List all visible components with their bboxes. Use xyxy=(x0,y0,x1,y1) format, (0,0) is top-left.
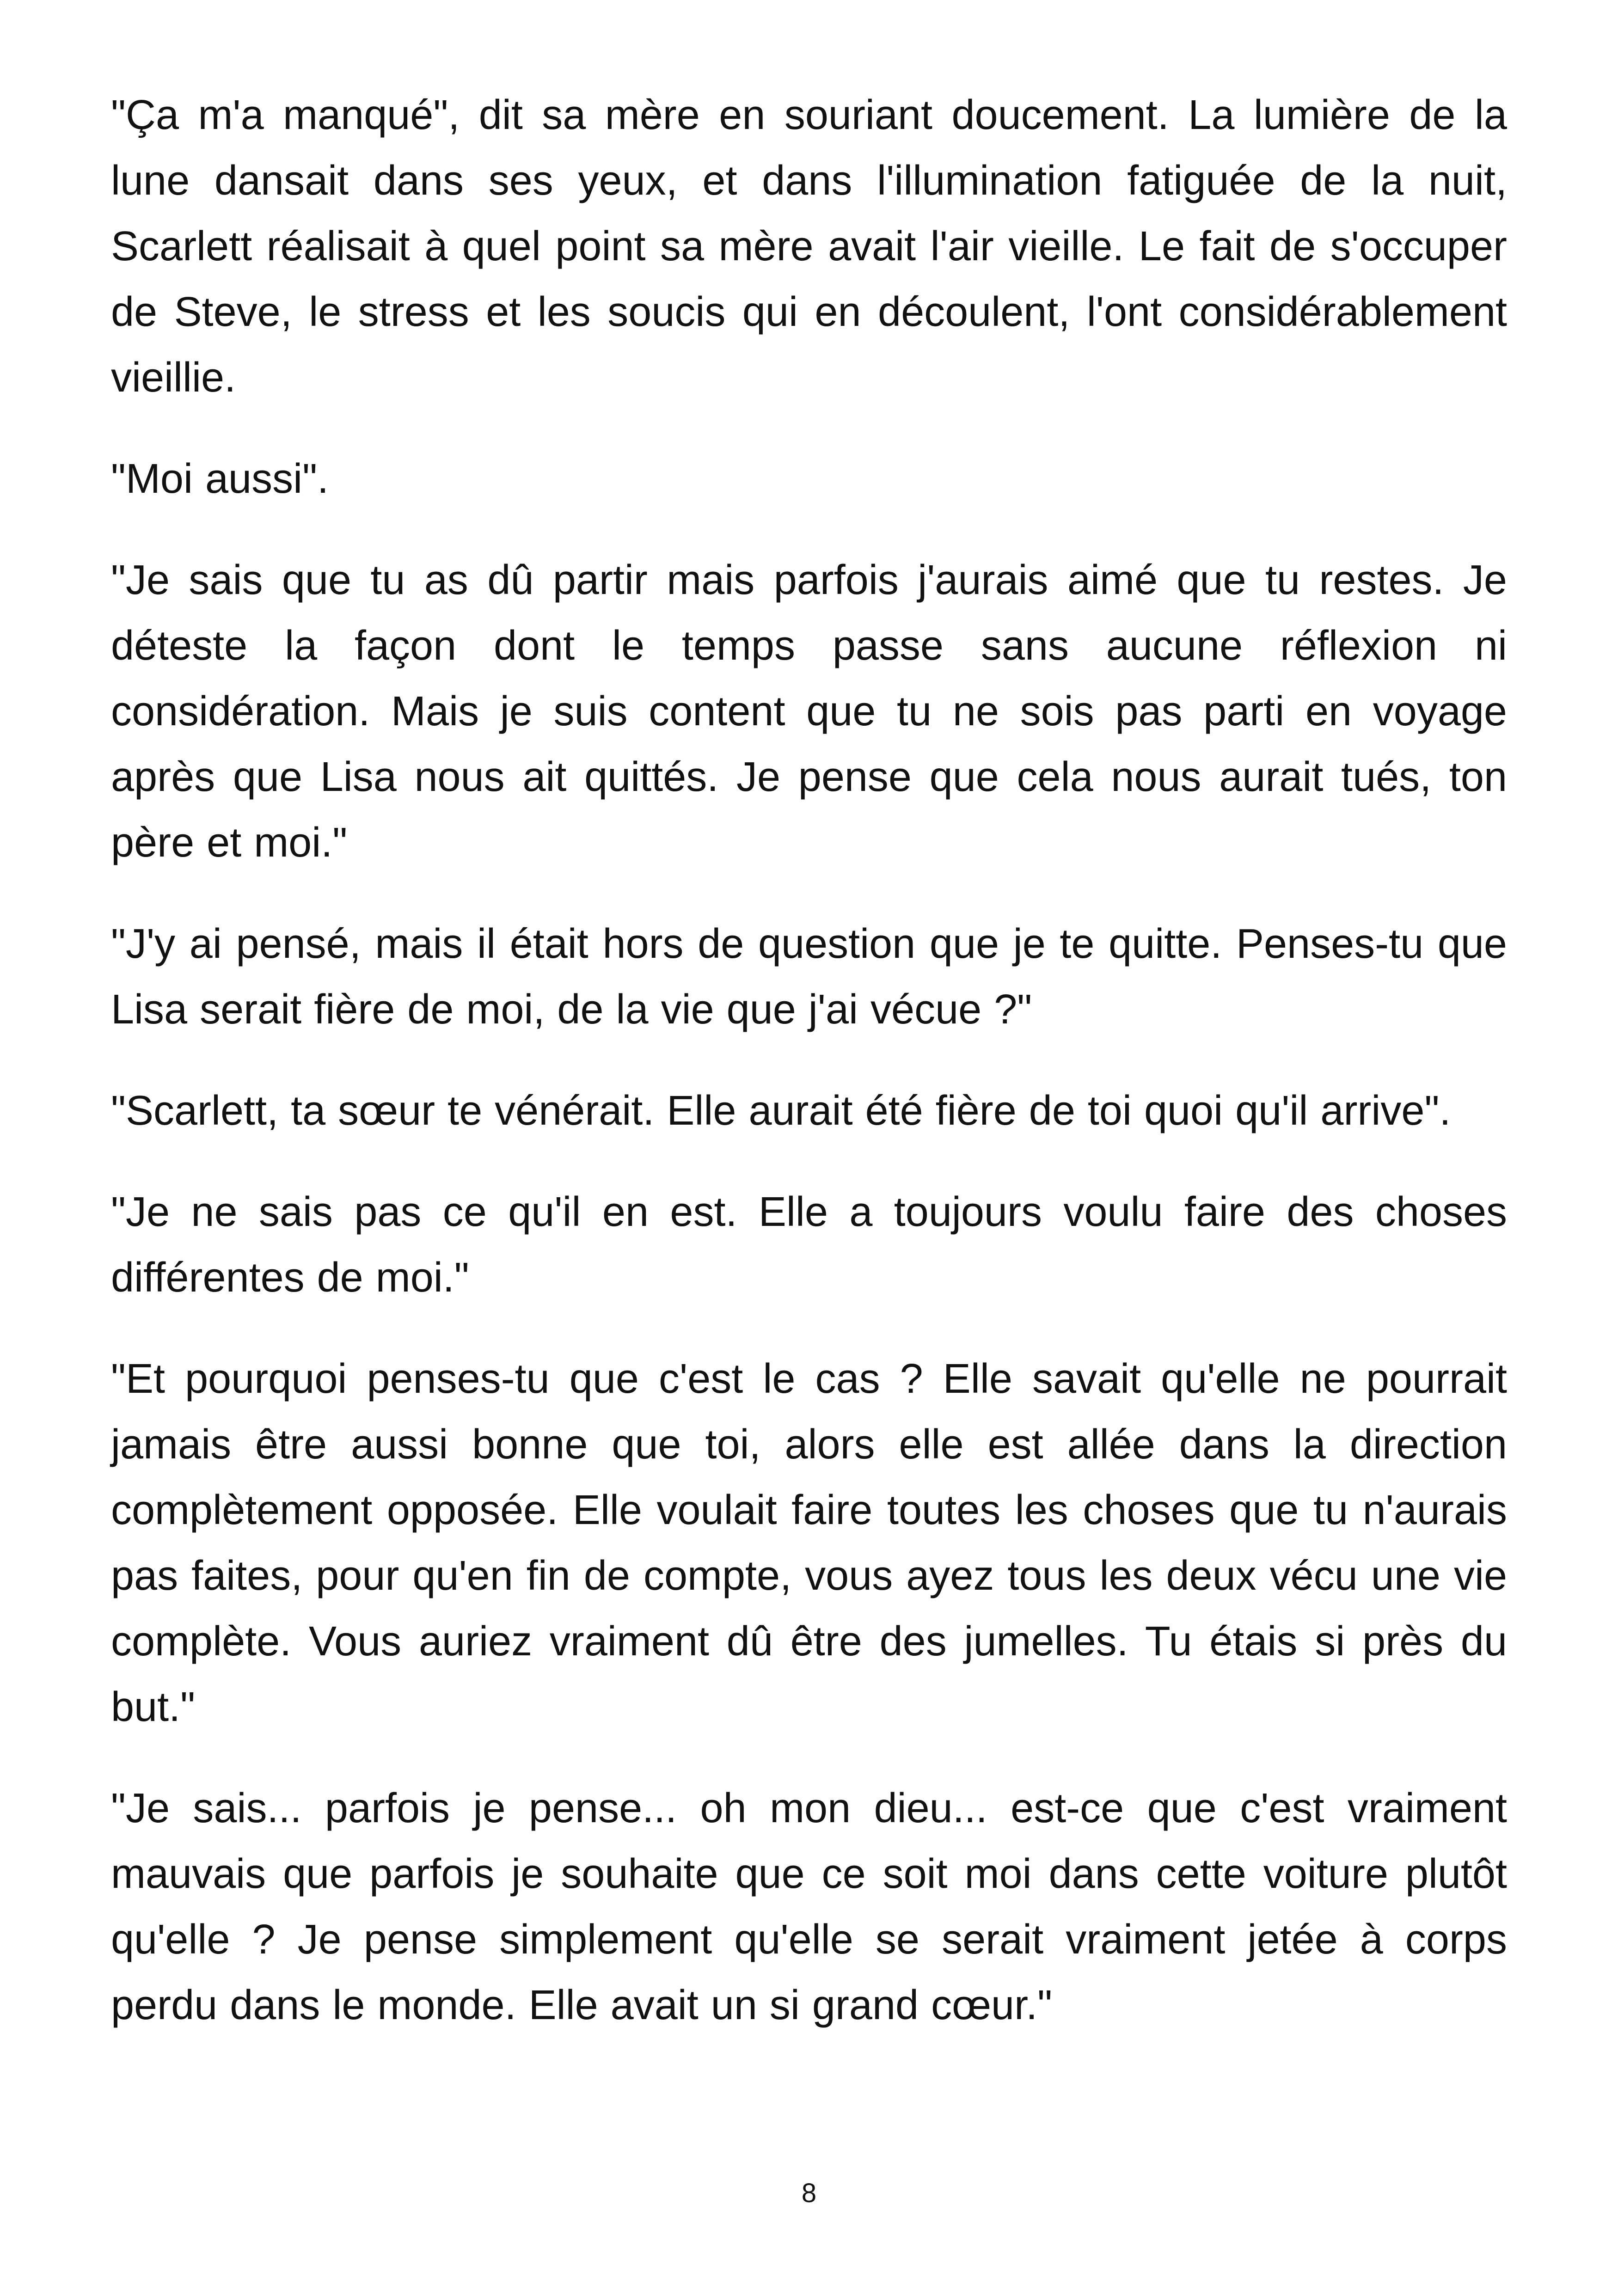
paragraph-4: "J'y ai pensé, mais il était hors de question que je te quitte. Penses-tu que Lisa serait fière de moi, de la vie que j'ai vécue ?" xyxy=(111,921,1507,1033)
paragraph-1: "Ça m'a manqué", dit sa mère en souriant doucement. La lumière de la lune dansait dans ses yeux, et dans l'illumination fatiguée de la nuit, Scarlett réalisait à quel point sa mère avait l'air vieille. Le fait de s'occuper de Steve, le stress et les soucis qui en découlent, l'ont considérablement vieillie. xyxy=(111,92,1507,401)
paragraph-2: "Moi aussi". xyxy=(111,456,329,502)
paragraph-6: "Je ne sais pas ce qu'il en est. Elle a toujours voulu faire des choses différentes de moi." xyxy=(111,1189,1507,1301)
paragraph-8: "Je sais... parfois je pense... oh mon dieu... est-ce que c'est vraiment mauvais que parfois je souhaite que ce soit moi dans cette voiture plutôt qu'elle ? Je pense simplement qu'elle se serait vraiment jetée à corps perdu dans le monde. Elle avait un si grand cœur." xyxy=(111,1785,1507,2028)
paragraph-7: "Et pourquoi penses-tu que c'est le cas ? Elle savait qu'elle ne pourrait jamais être aussi bonne que toi, alors elle est allée dans la direction complètement opposée. Elle voulait faire toutes les choses que tu n'aurais pas faites, pour qu'en fin de compte, vous ayez tous les deux vécu une vie complète. Vous auriez vraiment dû être des jumelles. Tu étais si près du but." xyxy=(111,1356,1507,1730)
page-number: 8 xyxy=(801,2178,817,2208)
paragraph-3: "Je sais que tu as dû partir mais parfois j'aurais aimé que tu restes. Je déteste la façon dont le temps passe sans aucune réflexion ni considération. Mais je suis content que tu ne sois pas parti en voyage après que Lisa nous ait quittés. Je pense que cela nous aurait tués, ton père et moi." xyxy=(111,557,1507,866)
text-body xyxy=(111,82,1507,2038)
paragraph-5: "Scarlett, ta sœur te vénérait. Elle aurait été fière de toi quoi qu'il arrive". xyxy=(111,1088,1451,1134)
